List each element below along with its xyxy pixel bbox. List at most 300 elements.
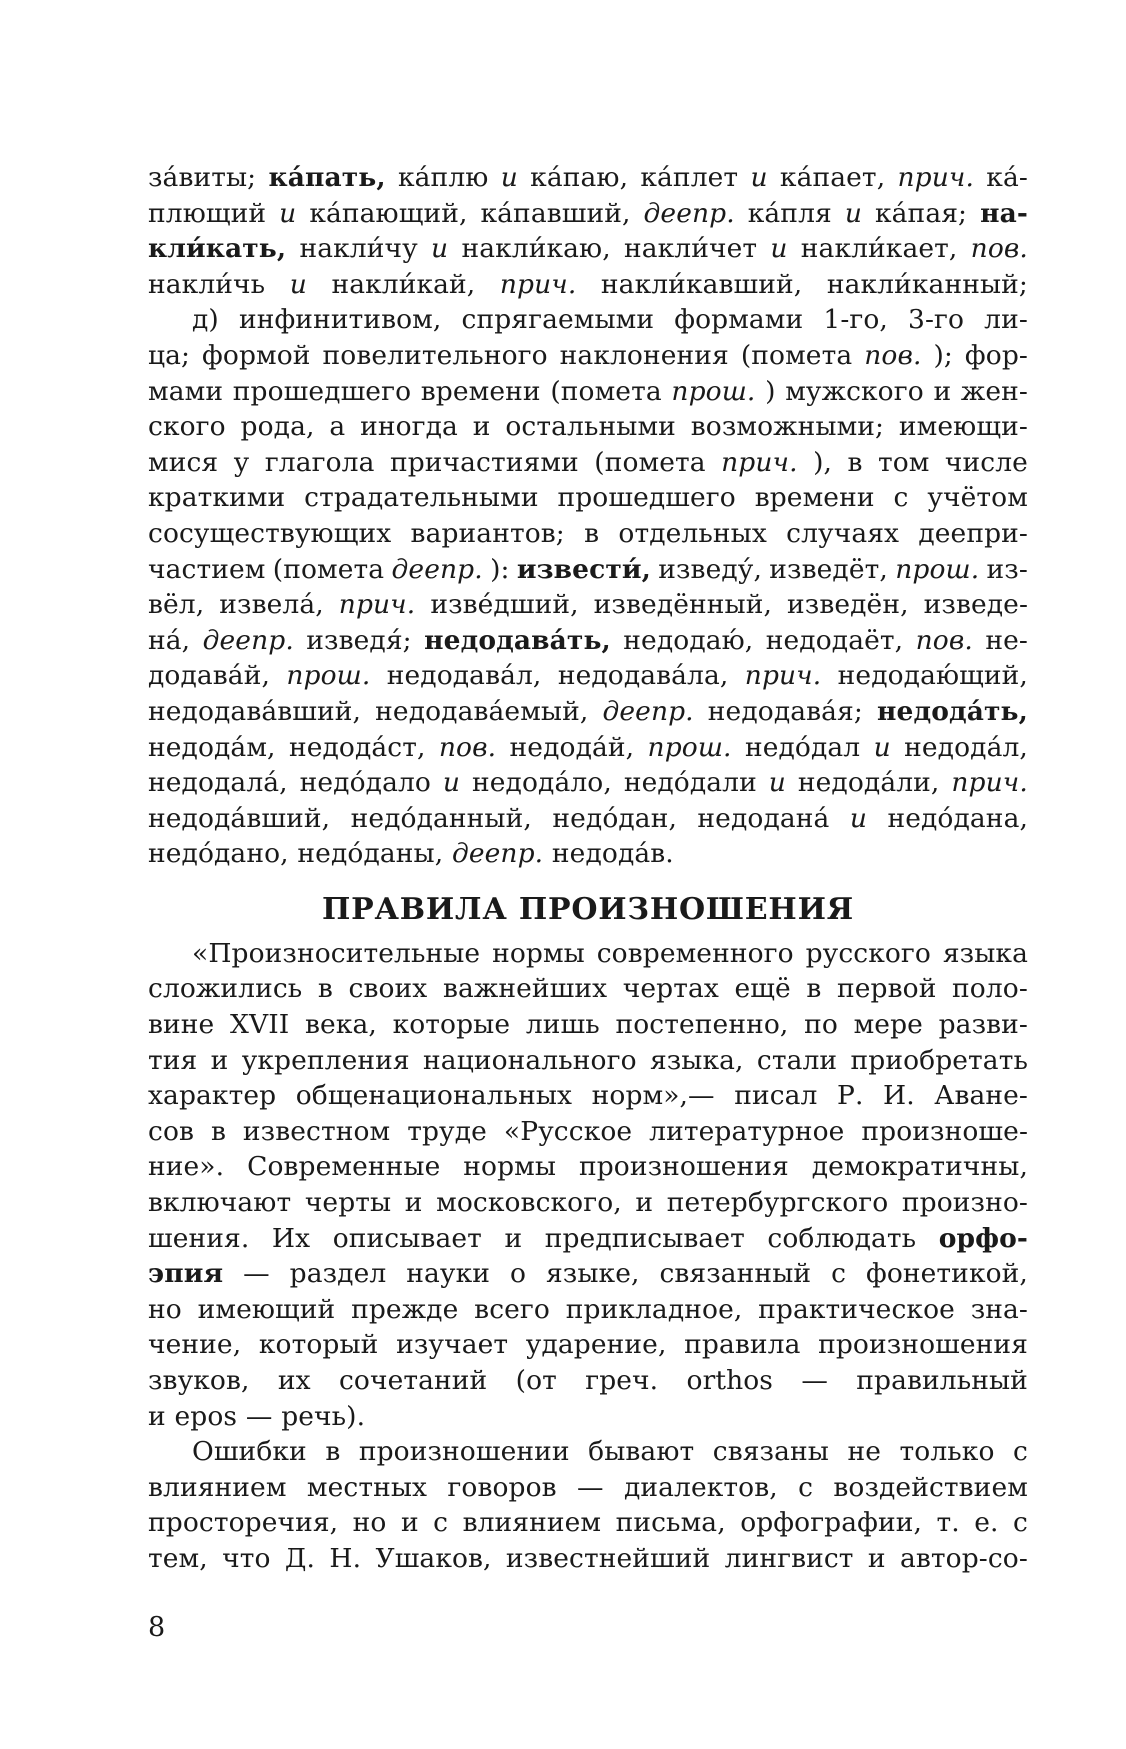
word: известном (242, 1115, 391, 1147)
word: рода, (240, 411, 315, 443)
word: на́, (148, 624, 191, 656)
text-line (148, 801, 1028, 837)
word: прич. (744, 660, 822, 692)
word: местных (306, 1471, 428, 1503)
word: с (1013, 1507, 1028, 1539)
word: извела́, (219, 589, 324, 621)
word: прич. (338, 589, 416, 621)
page-body (148, 160, 1028, 1577)
word: практическое (758, 1293, 955, 1325)
word: недо́дало (299, 767, 431, 799)
word: московского, (436, 1187, 622, 1219)
word: и (770, 233, 788, 265)
text-line (148, 1256, 1028, 1292)
word: изве́дший, (430, 589, 579, 621)
word: автор-со- (900, 1542, 1028, 1574)
text-line (148, 1434, 1028, 1470)
word: сов (148, 1115, 195, 1147)
word: спрягаемыми (461, 304, 655, 336)
word: и (873, 731, 891, 763)
word: речь). (281, 1400, 366, 1432)
text-section-bottom (148, 936, 1028, 1577)
word: бывают (588, 1436, 695, 1468)
word: связаны (712, 1436, 829, 1468)
word: и (867, 1542, 886, 1574)
text-line (148, 552, 1028, 588)
word: инфинитивом, (238, 304, 442, 336)
text-line (148, 374, 1028, 410)
word: науки (406, 1258, 491, 1290)
word: epos (174, 1400, 238, 1432)
text-line (148, 1221, 1028, 1257)
word: греч. (585, 1365, 659, 1396)
word: Ошибки (192, 1436, 307, 1468)
word: деепр. (643, 197, 735, 229)
word: изведёт, (769, 553, 888, 585)
word: XVII (230, 1009, 290, 1041)
text-line (148, 409, 1028, 445)
word: и (635, 1187, 654, 1219)
word: национального (423, 1044, 637, 1076)
word: недода́й, (509, 731, 635, 763)
word: нормы (463, 1151, 557, 1183)
word: и (431, 233, 449, 265)
word: за́виты; (148, 162, 257, 193)
text-line (148, 836, 1028, 872)
word: накли́чь (148, 268, 266, 300)
word: накли́кавший, (600, 268, 803, 300)
word: недода́вший, (148, 802, 331, 834)
word: (помета (594, 446, 706, 478)
text-line (148, 1541, 1028, 1577)
word: фонетикой, (865, 1258, 1028, 1290)
word: случаях (786, 517, 900, 549)
word: с (1013, 1436, 1028, 1468)
word: прич. (499, 268, 577, 300)
word: (помета (740, 339, 853, 371)
word: языка, (649, 1044, 744, 1076)
word: влиянием (462, 1507, 602, 1539)
word: с (831, 1258, 847, 1290)
word: чение, (148, 1329, 242, 1361)
word: в (806, 973, 822, 1005)
text-line (148, 1292, 1028, 1328)
word: фор- (964, 339, 1028, 371)
word: норм»,— (591, 1080, 715, 1112)
word: лингвист (724, 1542, 854, 1574)
word: их (277, 1365, 311, 1396)
word: укрепления (241, 1044, 410, 1076)
text-line (148, 936, 1028, 972)
word: прич. (897, 162, 975, 193)
word: в (210, 1115, 226, 1147)
word: шения. (148, 1222, 250, 1254)
word: ): (490, 553, 510, 585)
word: произно- (901, 1187, 1028, 1219)
word: и (849, 802, 868, 834)
word: у (233, 446, 250, 478)
word: известнейший (505, 1542, 711, 1574)
word: глагола (264, 446, 375, 478)
text-line (148, 196, 1028, 232)
word: соблюдать (767, 1222, 917, 1254)
word: просторечия, (148, 1507, 339, 1539)
text-line (148, 1505, 1028, 1541)
word: из- (986, 553, 1028, 585)
word: и (210, 1044, 229, 1076)
word: диалектов, (623, 1471, 778, 1503)
text-line (148, 516, 1028, 552)
word: и (279, 197, 297, 229)
word: ка́пающий, (309, 197, 468, 229)
word: языке, (545, 1258, 640, 1290)
word: и (933, 375, 952, 407)
word: по (804, 1009, 838, 1041)
word: «Произносительные (192, 937, 481, 969)
word: и (148, 1400, 166, 1432)
word: изведён, (787, 589, 909, 621)
text-line (148, 694, 1028, 730)
word: недодала́, (148, 767, 288, 799)
word: недо́дана, (887, 802, 1028, 834)
text-line (148, 338, 1028, 374)
word: деепр. (202, 624, 294, 656)
word: в (325, 1436, 341, 1468)
word: Д. (284, 1542, 316, 1574)
word: «Русское (503, 1115, 633, 1147)
word: и (400, 1507, 419, 1539)
word: недо́дан, (552, 802, 677, 834)
word: мами (148, 375, 224, 407)
word: недодава́л, (386, 660, 542, 692)
word: который (258, 1329, 379, 1361)
word: ского (148, 411, 226, 443)
text-line (148, 587, 1028, 623)
word: вариантов; (410, 517, 565, 549)
text-line (148, 971, 1028, 1007)
word: ца; (148, 339, 191, 371)
word: сложились (148, 973, 303, 1005)
word: прич. (951, 767, 1028, 799)
word: числе (944, 446, 1028, 478)
word: недо́данный, (350, 802, 532, 834)
word: сосуществующих (148, 517, 392, 549)
word: деепри- (918, 517, 1028, 549)
word: петербургского (666, 1187, 889, 1219)
word: произношении (358, 1436, 570, 1468)
word: недодава́ть, (424, 624, 611, 656)
word: недодаёт, (765, 624, 904, 656)
word: описывает (332, 1222, 482, 1254)
word: Современные (247, 1151, 441, 1183)
word: правила (684, 1329, 801, 1361)
word: возможными; (690, 411, 885, 443)
word: деепр. (391, 553, 483, 585)
word: и (844, 197, 862, 229)
word: влиянием (148, 1471, 287, 1503)
word: произноше- (861, 1115, 1028, 1147)
text-line (148, 1007, 1028, 1043)
word: с (893, 482, 909, 514)
word: языка (942, 937, 1028, 969)
word: страдательными (304, 482, 539, 514)
word: современного (596, 937, 794, 969)
word: включают (148, 1187, 292, 1219)
word: недода́ст, (288, 731, 426, 763)
word: ка́павший, (480, 197, 631, 229)
word: предписывает (544, 1222, 745, 1254)
word: ударение, (525, 1329, 667, 1361)
word: ка́плю (398, 162, 489, 193)
word: orthos (686, 1365, 774, 1396)
paragraph (148, 160, 1028, 302)
word: правильный (856, 1365, 1028, 1396)
text-line (148, 658, 1028, 694)
word: 1-го, (823, 304, 888, 336)
word: извести́, (516, 553, 651, 585)
text-line (148, 765, 1028, 801)
word: пов. (864, 339, 922, 371)
word: сочетаний (338, 1365, 488, 1396)
word: своих (348, 973, 428, 1005)
word: Аване- (934, 1080, 1028, 1112)
word: накли́чет (623, 233, 758, 265)
word: вине (148, 1009, 215, 1041)
word: важнейших (442, 973, 608, 1005)
word: прошедшего (232, 375, 412, 407)
word: мере (853, 1009, 923, 1041)
word: формами (674, 304, 804, 336)
text-line (148, 160, 1028, 196)
word: формой (202, 339, 311, 371)
text-line (148, 623, 1028, 659)
word: накли́кай, (331, 268, 476, 300)
word: ка́плет (640, 162, 739, 193)
word: накли́кает, (800, 233, 958, 265)
word: (помета (272, 553, 385, 585)
word: пов. (438, 731, 497, 763)
word: Р. (837, 1080, 864, 1112)
word: и (500, 162, 518, 193)
section-heading: ПРАВИЛА ПРОИЗНОШЕНИЯ (322, 891, 854, 927)
word: ка́паю, (530, 162, 629, 193)
paragraph (148, 936, 1028, 1434)
word: прич. (721, 446, 798, 478)
word: остальными (505, 411, 676, 443)
word: изведе- (923, 589, 1028, 621)
word: жен- (960, 375, 1028, 407)
word: не (847, 1436, 882, 1468)
word: прош. (671, 375, 756, 407)
word: том (877, 446, 930, 478)
word: недода́ло, (472, 767, 612, 799)
word: с (798, 1471, 814, 1503)
word: и (750, 162, 768, 193)
word: первой (837, 973, 937, 1005)
text-line (148, 1363, 1028, 1399)
word: причастиями (389, 446, 579, 478)
word: (от (515, 1365, 557, 1396)
word: века, (305, 1009, 377, 1041)
word: эпия (148, 1258, 224, 1290)
word: деепр. (451, 838, 544, 870)
word: — (243, 1258, 270, 1290)
text-line (148, 231, 1028, 267)
word: общенациональных (295, 1080, 573, 1112)
word: только (899, 1436, 995, 1468)
word: письма, (615, 1507, 726, 1539)
word: ка́пает, (779, 162, 886, 193)
word: прош. (647, 731, 732, 763)
word: времени (754, 482, 875, 514)
word: пов. (970, 233, 1028, 265)
word: труде (407, 1115, 487, 1147)
word: Ушаков, (375, 1542, 492, 1574)
word: русского (805, 937, 931, 969)
word: которые (392, 1009, 511, 1041)
word: ), (813, 446, 833, 478)
word: раздел (289, 1258, 387, 1290)
word: звуков, (148, 1365, 250, 1396)
word: изведённый, (593, 589, 772, 621)
word: изведу́, (658, 553, 762, 585)
word: ка́пать, (268, 162, 386, 193)
text-line (148, 1043, 1028, 1079)
word: что (222, 1542, 271, 1574)
word: иногда (360, 411, 458, 443)
word: т. (936, 1507, 960, 1539)
word: — (245, 1400, 273, 1432)
word: имеющи- (898, 411, 1028, 443)
word: ); (933, 339, 953, 371)
word: и (768, 767, 786, 799)
word: отдельных (618, 517, 767, 549)
word: Их (271, 1222, 311, 1254)
word: а (329, 411, 346, 443)
word: орфо- (938, 1222, 1028, 1254)
word: недо́дано, (148, 838, 289, 870)
word: всего (474, 1293, 550, 1325)
word: разви- (938, 1009, 1028, 1041)
word: ка́- (986, 162, 1028, 193)
word: ещё (734, 973, 791, 1005)
paragraph (148, 1434, 1028, 1576)
word: накли́канный; (826, 268, 1028, 300)
word: прош. (895, 553, 980, 585)
word: накли́каю, (461, 233, 611, 265)
word: недо́дали (623, 767, 757, 799)
word: орфографии, (740, 1507, 923, 1539)
word: недодава́вший, (148, 695, 362, 727)
word: д) (192, 304, 219, 336)
word: и (289, 268, 307, 300)
text-line (148, 267, 1028, 303)
word: чертах (622, 973, 719, 1005)
word: прош. (286, 660, 371, 692)
word: времени (420, 375, 541, 407)
word: недодава́ла, (557, 660, 729, 692)
word: И. (883, 1080, 915, 1112)
word: недода́м, (148, 731, 276, 763)
word: ли- (984, 304, 1028, 336)
word: говоров (447, 1471, 557, 1503)
text-line (148, 730, 1028, 766)
word: приобретать (850, 1044, 1028, 1076)
word: демократичны, (811, 1151, 1028, 1183)
word: в (584, 517, 600, 549)
word: Н. (329, 1542, 362, 1574)
word: тем, (148, 1542, 208, 1574)
word: — (577, 1471, 604, 1503)
word: ние». (148, 1151, 225, 1183)
text-line (148, 1149, 1028, 1185)
word: поло- (952, 973, 1028, 1005)
word: — (801, 1365, 828, 1396)
word: прошедшего (557, 482, 736, 514)
word: мужского (785, 375, 924, 407)
word: наклонения (559, 339, 729, 371)
word: и (404, 1187, 423, 1219)
word: но (148, 1293, 182, 1325)
word: в (317, 973, 333, 1005)
word: пов. (915, 624, 973, 656)
page-number: 8 (148, 1612, 166, 1643)
word: плющий (148, 197, 267, 229)
word: недодаю́, (623, 624, 754, 656)
word: произношения (818, 1329, 1028, 1361)
word: с (433, 1507, 449, 1539)
text-line (148, 302, 1028, 338)
word: стали (756, 1044, 838, 1076)
word: прежде (351, 1293, 459, 1325)
word: ка́пая; (875, 197, 968, 229)
text-section-top (148, 160, 1028, 872)
word: частием (148, 553, 266, 585)
word: воздействием (833, 1471, 1028, 1503)
word: учётом (927, 482, 1028, 514)
word: недода́л, (904, 731, 1028, 763)
word: произношения (578, 1151, 789, 1183)
text-line (148, 1078, 1028, 1114)
word: связанный (659, 1258, 812, 1290)
word: ка́пля (747, 197, 832, 229)
text-line (148, 445, 1028, 481)
word: краткими (148, 482, 286, 514)
word: недода́ли, (797, 767, 940, 799)
word: зна- (970, 1293, 1028, 1325)
word: повелительного (322, 339, 548, 371)
word: писал (734, 1080, 818, 1112)
word: на- (980, 197, 1028, 229)
word: недо́дал (744, 731, 861, 763)
word: литературное (649, 1115, 845, 1147)
word: характер (148, 1080, 277, 1112)
word: прикладное, (565, 1293, 743, 1325)
word: мися (148, 446, 219, 478)
word: накли́чу (299, 233, 418, 265)
word: и (472, 411, 491, 443)
word: не- (985, 624, 1028, 656)
word: недо́даны, (297, 838, 444, 870)
word: изучает (396, 1329, 509, 1361)
word: недодаю́щий, (837, 660, 1028, 692)
word: деепр. (602, 695, 694, 727)
word: тия (148, 1044, 198, 1076)
word: (помета (550, 375, 662, 407)
text-line (148, 1114, 1028, 1150)
word: имеющий (197, 1293, 336, 1325)
word: черты (304, 1187, 392, 1219)
